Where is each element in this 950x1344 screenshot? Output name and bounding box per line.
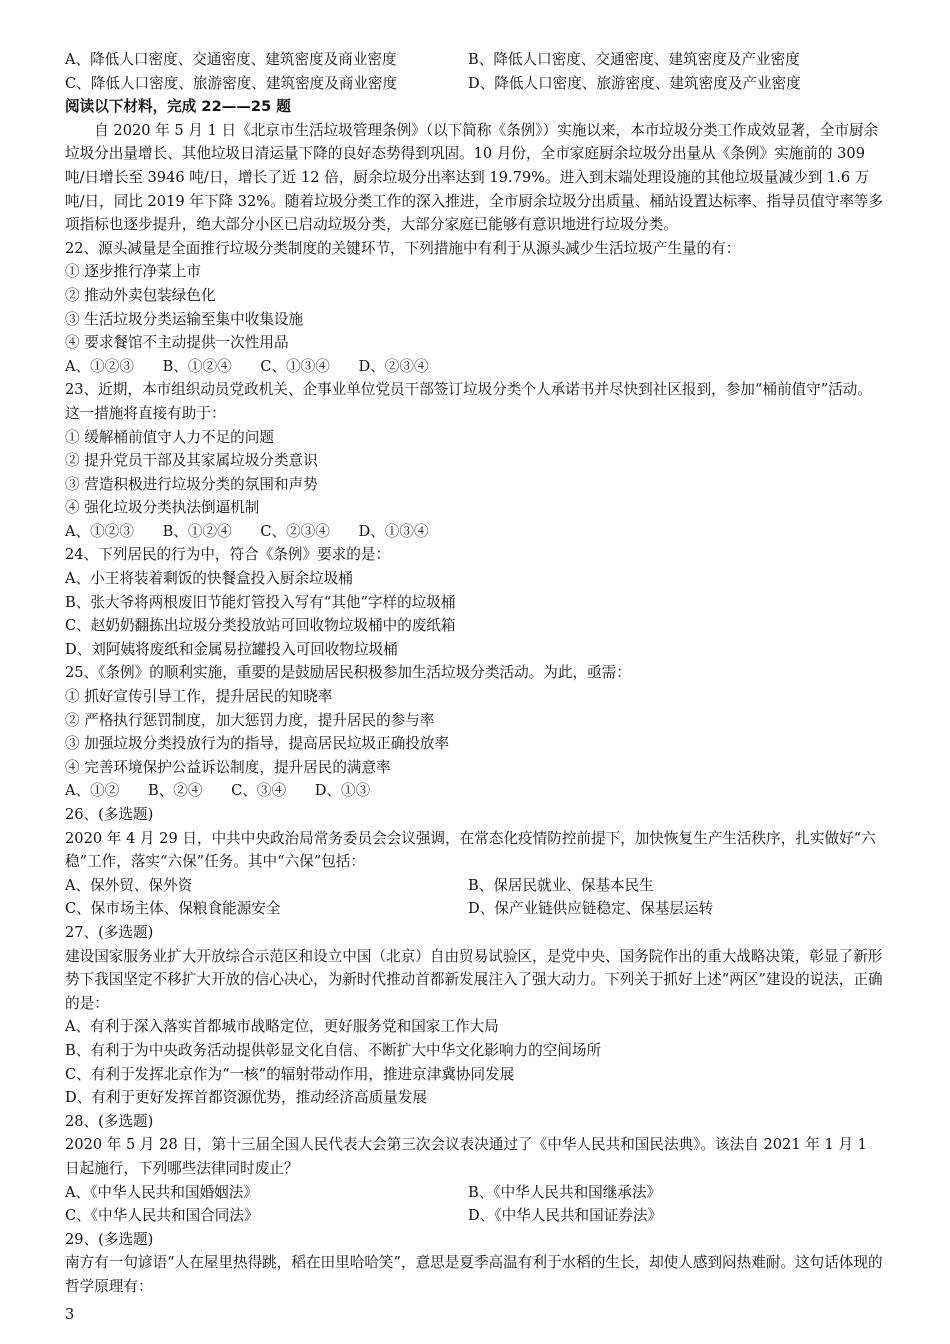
q28-stem: 2020 年 5 月 28 日，第十三届全国人民代表大会第三次会议表决通过了《中华人民共和国民法典》。该法自 2021 年 1 月 1 日起施行，下列哪些法律同时废止？ bbox=[65, 1136, 867, 1177]
q22-item-2: ② 推动外卖包装绿色化 bbox=[65, 286, 216, 304]
q24-option-b: B、张大爷将两根废旧节能灯管投入写有“其他”字样的垃圾桶 bbox=[65, 593, 456, 611]
q27-option-b: B、有利于为中央政务活动提供彰显文化自信、不断扩大中华文化影响力的空间场所 bbox=[65, 1041, 602, 1059]
q24-stem: 24、下列居民的行为中，符合《条例》要求的是： bbox=[65, 546, 391, 564]
q23-option-d: D、①③④ bbox=[358, 522, 429, 540]
q27-label: 27、(多选题) bbox=[65, 923, 154, 941]
q25-item-3: ③ 加强垃圾分类投放行为的指导，提高居民垃圾正确投放率 bbox=[65, 735, 450, 753]
exam-page bbox=[65, 48, 885, 1298]
q22-option-b: B、①②④ bbox=[162, 357, 232, 375]
q23-item-4: ④ 强化垃圾分类执法倒逼机制 bbox=[65, 499, 260, 517]
q23-options bbox=[65, 520, 885, 544]
q22-option-a: A、①②③ bbox=[65, 357, 134, 375]
q25-item-2: ② 严格执行惩罚制度，加大惩罚力度，提升居民的参与率 bbox=[65, 711, 435, 729]
q22-options bbox=[65, 355, 885, 379]
q23-item-3: ③ 营造积极进行垃圾分类的氛围和声势 bbox=[65, 475, 318, 493]
q25-option-c: C、③④ bbox=[231, 782, 287, 800]
q24-option-d: D、刘阿姨将废纸和金属易拉罐投入可回收物垃圾桶 bbox=[65, 640, 398, 658]
q26-option-c: C、保市场主体、保粮食能源安全 bbox=[65, 900, 281, 918]
q28-options-row-1 bbox=[65, 1181, 885, 1205]
q22-option-d: D、②③④ bbox=[358, 357, 429, 375]
q21-option-d: D、降低人口密度、旅游密度、建筑密度及产业密度 bbox=[468, 74, 801, 92]
q23-option-a: A、①②③ bbox=[65, 522, 134, 540]
q28-option-a: A、《中华人民共和国婚姻法》 bbox=[65, 1183, 258, 1201]
q27-option-d: D、有利于更好发挥首都资源优势，推动经济高质量发展 bbox=[65, 1089, 427, 1107]
q23-item-2: ② 提升党员干部及其家属垃圾分类意识 bbox=[65, 452, 318, 470]
q27-option-a: A、有利于深入落实首都城市战略定位，更好服务党和国家工作大局 bbox=[65, 1018, 499, 1036]
q28-options-row-2 bbox=[65, 1204, 885, 1228]
q26-option-d: D、保产业链供应链稳定、保基层运转 bbox=[468, 900, 714, 918]
q23-item-1: ① 缓解桶前值守人力不足的问题 bbox=[65, 428, 274, 446]
reading-material: 自 2020 年 5 月 1 日《北京市生活垃圾管理条例》（以下简称《条例》）实施以来，本市垃圾分类工作成效显著，全市厨余垃圾分出量增长、其他垃圾日清运量下降的良好态势得到巩固。10 月份，全市家庭厨余垃圾分出量从《条例》实施前的 309 吨/日增长至 3946 吨/日，增长了近 12 倍，厨余垃圾分出率达到 19.79%。进入到末端处理设施的其他垃圾量减少到 1.6 万吨/日，同比 2019 年下降 32%。随着垃圾分类工作的深入推进，全市厨余垃圾分出质量、桶站设置达标率、指导员值守率等多项指标也逐步提升，绝大部分小区已启动垃圾分类，大部分家庭已能够有意识地进行垃圾分类。 bbox=[65, 121, 884, 234]
q25-options bbox=[65, 779, 885, 803]
q21-option-c: C、降低人口密度、旅游密度、建筑密度及商业密度 bbox=[65, 74, 398, 92]
q25-option-d: D、①③ bbox=[314, 782, 371, 800]
q27-option-c: C、有利于发挥北京作为“一核”的辐射带动作用，推进京津冀协同发展 bbox=[65, 1065, 515, 1083]
q28-option-c: C、《中华人民共和国合同法》 bbox=[65, 1207, 259, 1225]
q25-option-a: A、①② bbox=[65, 782, 120, 800]
q21-options-row-2 bbox=[65, 72, 885, 96]
q22-item-4: ④ 要求餐馆不主动提供一次性用品 bbox=[65, 334, 289, 352]
q23-stem: 23、近期，本市组织动员党政机关、企事业单位党员干部签订垃圾分类个人承诺书并尽快到社区报到，参加“桶前值守”活动。这一措施将直接有助于： bbox=[65, 381, 872, 422]
q26-options-row-2 bbox=[65, 897, 885, 921]
q21-option-b: B、降低人口密度、交通密度、建筑密度及产业密度 bbox=[468, 51, 800, 68]
q28-label: 28、(多选题) bbox=[65, 1112, 154, 1130]
q24-option-a: A、小王将装着剩饭的快餐盒投入厨余垃圾桶 bbox=[65, 570, 353, 588]
page-number: 3 bbox=[65, 1306, 75, 1323]
q28-option-b: B、《中华人民共和国继承法》 bbox=[468, 1183, 662, 1201]
q25-item-1: ① 抓好宣传引导工作，提升居民的知晓率 bbox=[65, 688, 333, 706]
q26-option-b: B、保居民就业、保基本民生 bbox=[468, 876, 654, 894]
q27-stem: 建设国家服务业扩大开放综合示范区和设立中国（北京）自由贸易试验区，是党中央、国务院作出的重大战略决策，彰显了新形势下我国坚定不移扩大开放的信心决心，为新时代推动首都新发展注入了强大动力。下列关于抓好上述“两区”建设的说法，正确的是： bbox=[65, 947, 883, 1012]
q29-stem: 南方有一句谚语“人在屋里热得跳，稻在田里哈哈笑”，意思是夏季高温有利于水稻的生长，却使人感到闷热难耐。这句话体现的哲学原理有： bbox=[65, 1254, 883, 1295]
q23-option-c: C、②③④ bbox=[260, 522, 330, 540]
q22-item-1: ① 逐步推行净菜上市 bbox=[65, 263, 201, 281]
q21-option-a: A、降低人口密度、交通密度、建筑密度及商业密度 bbox=[65, 51, 397, 68]
q26-stem: 2020 年 4 月 29 日，中共中央政治局常务委员会会议强调，在常态化疫情防控前提下，加快恢复生产生活秩序，扎实做好“六稳”工作，落实“六保”任务。其中“六保”包括： bbox=[65, 829, 876, 871]
q29-label: 29、(多选题) bbox=[65, 1230, 154, 1248]
q25-stem: 25、《条例》的顺利实施，重要的是鼓励居民积极参加生活垃圾分类活动。为此，亟需： bbox=[65, 664, 631, 682]
q22-item-3: ③ 生活垃圾分类运输至集中收集设施 bbox=[65, 310, 304, 328]
q21-options-row-1 bbox=[65, 48, 885, 72]
q22-stem: 22、源头减量是全面推行垃圾分类制度的关键环节，下列措施中有利于从源头减少生活垃圾产生量的有： bbox=[65, 239, 741, 257]
q28-option-d: D、《中华人民共和国证券法》 bbox=[468, 1207, 663, 1225]
reading-heading: 阅读以下材料，完成 22——25 题 bbox=[65, 98, 291, 116]
q22-option-c: C、①③④ bbox=[260, 357, 330, 375]
q26-label: 26、(多选题) bbox=[65, 806, 154, 823]
q23-option-b: B、①②④ bbox=[162, 522, 232, 540]
q24-option-c: C、赵奶奶翻拣出垃圾分类投放站可回收物垃圾桶中的废纸箱 bbox=[65, 617, 456, 635]
q25-option-b: B、②④ bbox=[147, 782, 203, 800]
q25-item-4: ④ 完善环境保护公益诉讼制度，提升居民的满意率 bbox=[65, 758, 391, 776]
q26-option-a: A、保外贸、保外资 bbox=[65, 876, 193, 894]
q26-options-row-1 bbox=[65, 874, 885, 898]
